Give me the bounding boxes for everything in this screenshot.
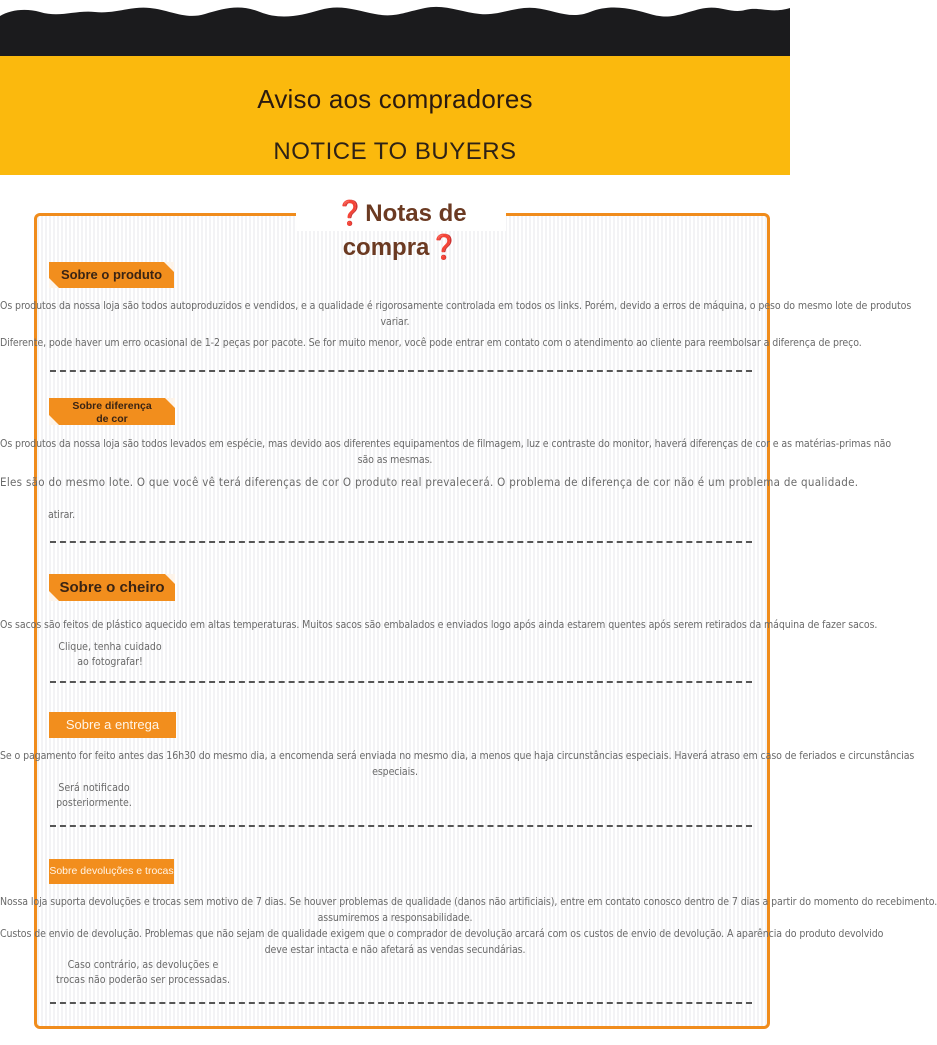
- section-text-line: Se o pagamento for feito antes das 16h30 do mesmo dia, a encomenda será enviada no mesmo dia, a menos que haja circunstâncias especiais. Haverá atraso em caso de feriados e circunstâncias: [0, 750, 915, 762]
- section-tag-cheiro: Sobre o cheiro: [49, 574, 175, 601]
- section-tag-entrega: Sobre a entrega: [49, 712, 176, 738]
- divider: [50, 681, 752, 683]
- section-text-line: especiais.: [372, 766, 418, 778]
- header-dark-band: [0, 0, 790, 56]
- section-text-line: atirar.: [48, 509, 76, 521]
- section-text-line: assumiremos a responsabilidade.: [317, 912, 473, 924]
- section-tag-produto: Sobre o produto: [49, 262, 174, 288]
- section-text-line: deve estar intacta e não afetará as vendas secundárias.: [264, 944, 526, 956]
- divider: [50, 1002, 752, 1004]
- section-text-line: variar.: [380, 316, 410, 328]
- section-note: Clique, tenha cuidado ao fotografar!: [58, 641, 162, 668]
- divider: [50, 541, 752, 543]
- section-text-line: Diferente, pode haver um erro ocasional de 1-2 peças por pacote. Se for muito menor, você pode entrar em contato com o atendimento ao cliente para reembolsar a diferença de preço.: [0, 337, 862, 349]
- section-tag-cor: Sobre diferença de cor: [49, 398, 175, 425]
- section-text-line: Eles são do mesmo lote. O que você vê terá diferenças de cor O produto real prevalecerá. O problema de diferença de cor não é um problema de qualidade.: [0, 475, 859, 489]
- section-text-line: Os sacos são feitos de plástico aquecido em altas temperaturas. Muitos sacos são embalados e enviados logo após ainda estarem quentes após serem retirados da máquina de fazer sacos.: [0, 619, 878, 631]
- wave-decoration: [0, 0, 790, 30]
- page-subtitle: NOTICE TO BUYERS: [273, 138, 517, 165]
- section-text-line: Nossa loja suporta devoluções e trocas sem motivo de 7 dias. Se houver problemas de qualidade (danos não artificiais), entre em contato conosco dentro de 7 dias a partir do momento do recebimento.: [0, 896, 937, 908]
- divider: [50, 825, 752, 827]
- section-note: Será notificado posteriormente.: [56, 782, 132, 809]
- section-tag-devolucoes: Sobre devoluções e trocas: [49, 859, 174, 884]
- section-text-line: Custos de envio de devolução. Problemas que não sejam de qualidade exigem que o comprador de devolução arcará com os custos de envio de devolução. A aparência do produto devolvido: [0, 928, 884, 940]
- page-title: Aviso aos compradores: [257, 84, 533, 114]
- section-text-line: são as mesmas.: [357, 454, 433, 466]
- divider: [50, 370, 752, 372]
- section-text-line: Os produtos da nossa loja são todos levados em espécie, mas devido aos diferentes equipamentos de filmagem, luz e contraste do monitor, haverá diferenças de cor e as matérias-primas não: [0, 438, 892, 450]
- panel-title: ❓Notas de compra❓: [296, 197, 506, 231]
- section-text-line: Os produtos da nossa loja são todos autoproduzidos e vendidos, e a qualidade é rigorosamente controlada em todos os links. Porém, devido a erros de máquina, o peso do mesmo lote de produtos: [0, 300, 912, 312]
- section-note: Caso contrário, as devoluções e trocas não poderão ser processadas.: [55, 959, 230, 986]
